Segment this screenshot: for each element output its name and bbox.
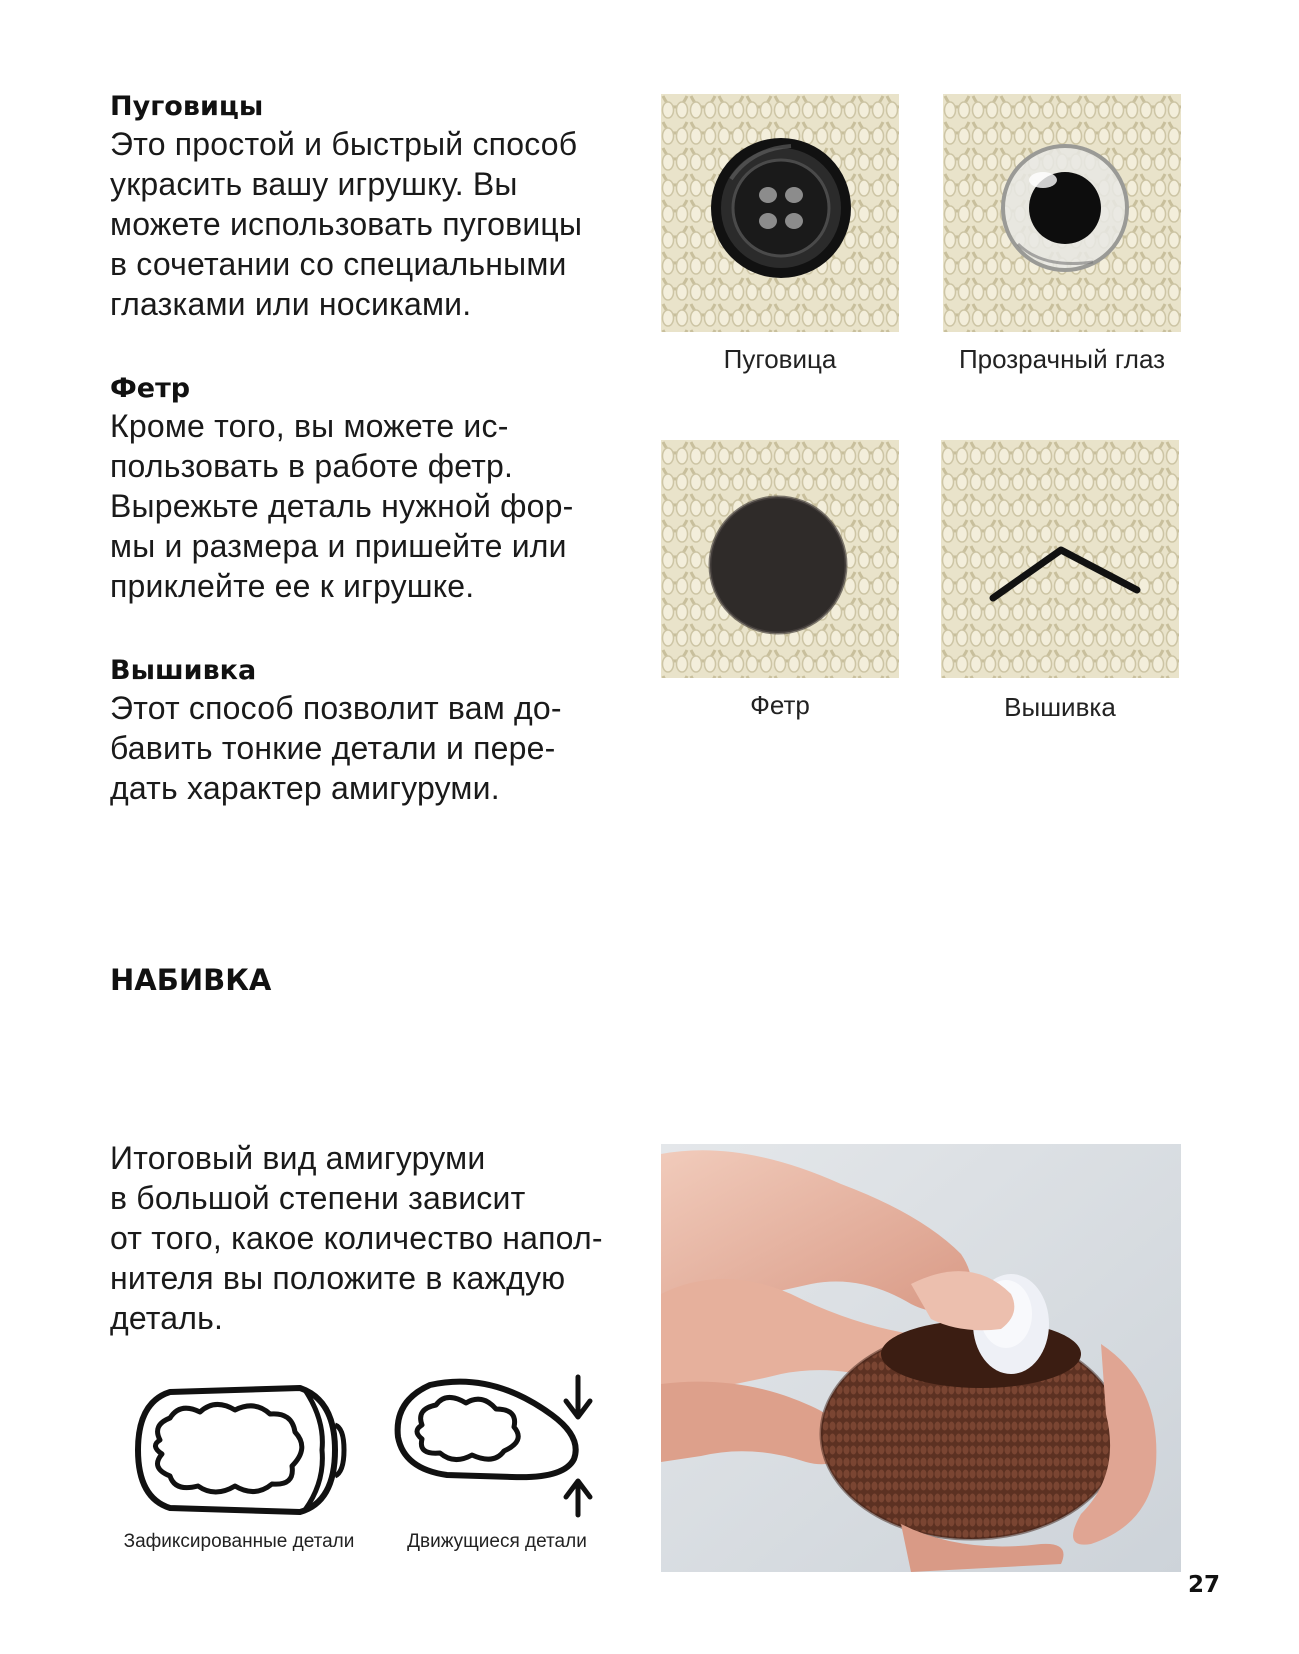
text-line: украсить вашу игрушку. Вы	[110, 166, 518, 202]
diagram-fixed-parts	[130, 1380, 350, 1520]
section-heading: Фетр	[110, 373, 191, 404]
photo-button	[661, 94, 899, 332]
section-embroidery	[110, 654, 630, 808]
diagram-moving-parts	[392, 1365, 602, 1525]
photo-felt	[661, 440, 899, 678]
text-line: в сочетании со специальными	[110, 246, 567, 282]
caption-clear-eye: Прозрачный глаз	[958, 344, 1166, 374]
section-heading: Вышивка	[110, 655, 257, 686]
section-title-stuffing: НАБИВКА	[110, 963, 272, 997]
section-body	[110, 406, 630, 606]
text-line: нителя вы положите в каждую	[110, 1260, 566, 1296]
text-line: в большой степени зависит	[110, 1180, 526, 1216]
text-line: глазками или носиками.	[110, 286, 472, 322]
stuffing-moving-icon	[417, 1397, 518, 1459]
text-line: деталь.	[110, 1300, 224, 1336]
text-line: бавить тонкие детали и пере-	[110, 730, 556, 766]
text-line: Этот способ позволит вам до-	[110, 690, 562, 726]
text-line: Итоговый вид амигуруми	[110, 1140, 486, 1176]
section-felt	[110, 372, 630, 606]
caption-moving-parts: Движущиеся детали	[407, 1531, 587, 1552]
text-line: Это простой и быстрый способ	[110, 126, 578, 162]
photo-stuffing	[661, 1144, 1181, 1572]
stuffing-fixed-icon	[155, 1404, 301, 1492]
caption-embroidery: Вышивка	[1004, 692, 1116, 722]
text-line: приклейте ее к игрушке.	[110, 568, 475, 604]
text-line: от того, какое количество напол-	[110, 1220, 603, 1256]
section-body	[110, 124, 630, 324]
section-buttons	[110, 90, 630, 324]
section-heading: Пуговицы	[110, 91, 264, 122]
text-line: можете использовать пуговицы	[110, 206, 583, 242]
photo-clear-eye	[943, 94, 1181, 332]
caption-felt: Фетр	[750, 690, 810, 720]
photo-embroidery	[941, 440, 1179, 678]
text-line: Кроме того, вы можете ис-	[110, 408, 509, 444]
section-body	[110, 1138, 630, 1338]
text-line: мы и размера и пришейте или	[110, 528, 567, 564]
section-stuffing	[110, 1138, 630, 1338]
text-line: Вырежьте деталь нужной фор-	[110, 488, 574, 524]
page-number: 27	[1187, 1572, 1220, 1598]
section-body	[110, 688, 630, 808]
text-line: дать характер амигуруми.	[110, 770, 500, 806]
caption-button: Пуговица	[723, 344, 837, 374]
caption-fixed-parts: Зафиксированные детали	[123, 1531, 355, 1552]
text-line: пользовать в работе фетр.	[110, 448, 514, 484]
